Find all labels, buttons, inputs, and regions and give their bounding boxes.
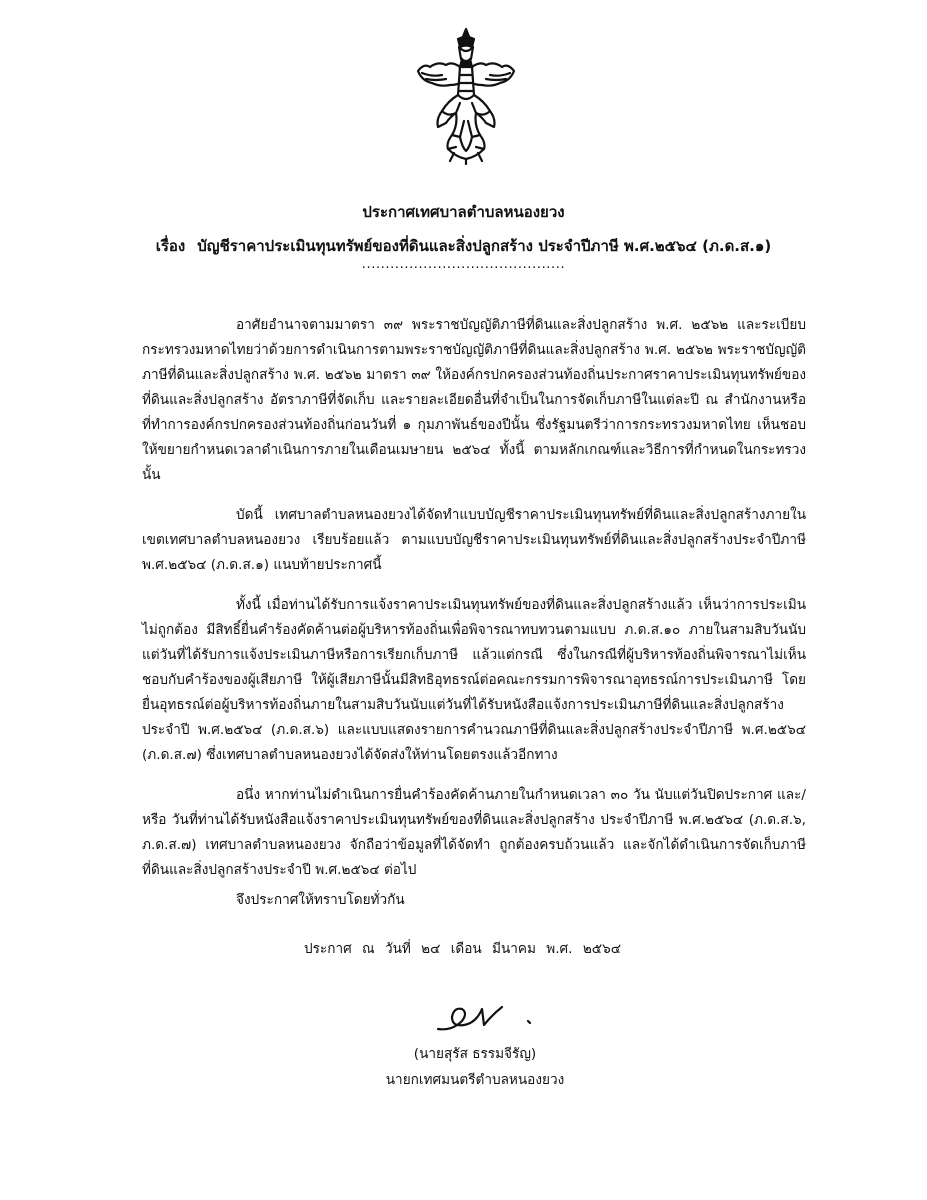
announcement-body xyxy=(142,313,806,883)
announcement-subject xyxy=(0,234,927,258)
subject-label: เรื่อง xyxy=(155,237,186,255)
announcement-title: ประกาศเทศบาลตำบลหนองยวง xyxy=(362,203,565,221)
garuda-emblem-icon xyxy=(412,25,520,165)
signer-name: (นายสุรัส ธรรมจีรัญ) xyxy=(413,1046,537,1062)
paragraph-2: บัดนี้ เทศบาลตำบลหนองยวงได้จัดทำแบบบัญชีราคาประเมินทุนทรัพย์ที่ดินและสิ่งปลูกสร้างภายในเขตเทศบาลตำบลหนองยวง เรียบร้อยแล้ว ตามแบบบัญชีราคาประเมินทุนทรัพย์ที่ดินและสิ่งปลูกสร้างประจำปีภาษี พ.ศ.๒๕๖๔ (ภ.ด.ส.๑) แนบท้ายประกาศนี้ xyxy=(142,507,806,573)
closing-line: จึงประกาศให้ทราบโดยทั่วกัน xyxy=(236,892,405,908)
signer-position: นายกเทศมนตรีตำบลหนองยวง xyxy=(385,1072,565,1088)
handwritten-signature xyxy=(432,995,552,1037)
subject-text: บัญชีราคาประเมินทุนทรัพย์ของที่ดินและสิ่งปลูกสร้าง ประจำปีภาษี พ.ศ.๒๕๖๔ (ภ.ด.ส.๑) xyxy=(197,237,772,255)
paragraph-4: อนึ่ง หากท่านไม่ดำเนินการยื่นคำร้องคัดค้านภายในกำหนดเวลา ๓๐ วัน นับแต่วันปิดประกาศ และ/หรือ วันที่ท่านได้รับหนังสือแจ้งราคาประเมินทุนทรัพย์ของที่ดินและสิ่งปลูกสร้าง ประจำปีภาษี พ.ศ.๒๕๖๔ (ภ.ด.ส.๖, ภ.ด.ส.๗) เทศบาลตำบลหนองยวง จักถือว่าข้อมูลที่ได้จัดทำ ถูกต้องครบถ้วนแล้ว และจักได้ดำเนินการจัดเก็บภาษีที่ดินและสิ่งปลูกสร้างประจำปี พ.ศ.๒๕๖๔ ต่อไป xyxy=(142,787,806,878)
paragraph-1: อาศัยอำนาจตามมาตรา ๓๙ พระราชบัญญัติภาษีที่ดินและสิ่งปลูกสร้าง พ.ศ. ๒๕๖๒ และระเบียบกระทรวงมหาดไทยว่าด้วยการดำเนินการตามพระราชบัญญัติภาษีที่ดินและสิ่งปลูกสร้าง พ.ศ. ๒๕๖๒ พระราชบัญญัติภาษีที่ดินและสิ่งปลูกสร้าง พ.ศ. ๒๕๖๒ มาตรา ๓๙ ให้องค์กรปกครองส่วนท้องถิ่นประกาศราคาประเมินทุนทรัพย์ของที่ดินและสิ่งปลูกสร้าง อัตราภาษีที่จัดเก็บ และรายละเอียดอื่นที่จำเป็นในการจัดเก็บภาษีในแต่ละปี ณ สำนักงานหรือที่ทำการองค์กรปกครองส่วนท้องถิ่นก่อนวันที่ ๑ กุมภาพันธ์ของปีนั้น ซึ่งรัฐมนตรีว่าการกระทรวงมหาดไทย เห็นชอบให้ขยายกำหนดเวลาดำเนินการภายในเดือนเมษายน ๒๕๖๔ ทั้งนี้ ตามหลักเกณฑ์และวิธีการที่กำหนดในกระทรวง นั้น xyxy=(142,317,806,483)
announcement-date: ประกาศ ณ วันที่ ๒๔ เดือน มีนาคม พ.ศ. ๒๕๖๔ xyxy=(304,941,621,957)
paragraph-3: ทั้งนี้ เมื่อท่านได้รับการแจ้งราคาประเมินทุนทรัพย์ของที่ดินและสิ่งปลูกสร้างแล้ว เห็นว่าการประเมินไม่ถูกต้อง มีสิทธิ์ยื่นคำร้องคัดค้านต่อผู้บริหารท้องถิ่นเพื่อพิจารณาทบทวนตามแบบ ภ.ด.ส.๑๐ ภายในสามสิบวันนับแต่วันที่ได้รับการแจ้งประเมินภาษีหรือการเรียกเก็บภาษี แล้วแต่กรณี ซึ่งในกรณีที่ผู้บริหารท้องถิ่นพิจารณาไม่เห็นชอบกับคำร้องของผู้เสียภาษี ให้ผู้เสียภาษีนั้นมีสิทธิอุทธรณ์ต่อคณะกรรมการพิจารณาอุทธรณ์การประเมินภาษี โดยยื่นอุทธรณ์ต่อผู้บริหารท้องถิ่นภายในสามสิบวันนับแต่วันที่ได้รับหนังสือแจ้งการประเมินภาษีที่ดินและสิ่งปลูกสร้าง ประจำปี พ.ศ.๒๕๖๔ (ภ.ด.ส.๖) และแบบแสดงรายการคำนวณภาษีที่ดินและสิ่งปลูกสร้างประจำปีภาษี พ.ศ.๒๕๖๔ (ภ.ด.ส.๗) ซึ่งเทศบาลตำบลหนองยวงได้จัดส่งให้ท่านโดยตรงแล้วอีกทาง xyxy=(142,597,806,763)
separator-dots: ........................................... xyxy=(361,257,566,272)
